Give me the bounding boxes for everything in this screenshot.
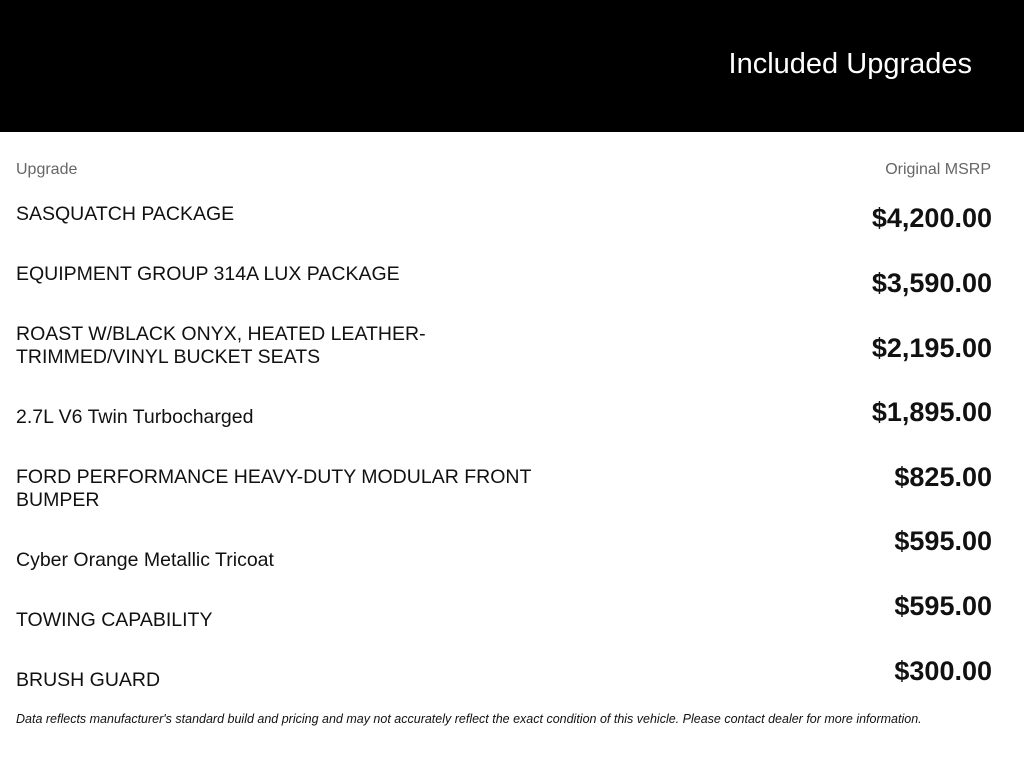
- list-item: [16, 526, 992, 586]
- disclaimer-text: Data reflects manufacturer's standard build and pricing and may not accurately reflect the exact condition of this vehicle. Please contact dealer for more information.: [16, 712, 922, 726]
- list-item: [16, 263, 992, 323]
- column-header-msrp: Original MSRP: [885, 161, 991, 178]
- upgrade-name: FORD PERFORMANCE HEAVY-DUTY MODULAR FRONT BUMPER: [16, 466, 531, 511]
- upgrade-price: $1,895.00: [871, 397, 992, 427]
- upgrade-name: EQUIPMENT GROUP 314A LUX PACKAGE: [16, 263, 400, 285]
- upgrade-price: $825.00: [894, 462, 992, 492]
- column-header-upgrade: Upgrade: [16, 161, 78, 178]
- upgrade-price: $595.00: [894, 526, 992, 556]
- list-item: [16, 203, 992, 263]
- list-item: [16, 383, 992, 443]
- upgrade-name: BRUSH GUARD: [16, 669, 161, 691]
- list-item: [16, 586, 992, 646]
- upgrade-name: TOWING CAPABILITY: [16, 609, 213, 631]
- list-item: [16, 646, 992, 706]
- upgrade-name: 2.7L V6 Twin Turbocharged: [16, 406, 254, 428]
- header-banner: [0, 0, 1024, 132]
- upgrade-price: $4,200.00: [871, 203, 992, 233]
- upgrade-name: Cyber Orange Metallic Tricoat: [16, 549, 274, 571]
- page-title: Included Upgrades: [728, 48, 972, 80]
- list-item: [16, 323, 992, 383]
- upgrade-name: SASQUATCH PACKAGE: [16, 203, 235, 225]
- upgrade-price: $3,590.00: [871, 268, 992, 298]
- upgrade-name: ROAST W/BLACK ONYX, HEATED LEATHER-TRIMMED/VINYL BUCKET SEATS: [16, 323, 426, 368]
- upgrade-price: $595.00: [894, 591, 992, 621]
- list-item: [16, 462, 992, 526]
- upgrade-price: $300.00: [894, 656, 992, 686]
- upgrade-price: $2,195.00: [871, 333, 992, 363]
